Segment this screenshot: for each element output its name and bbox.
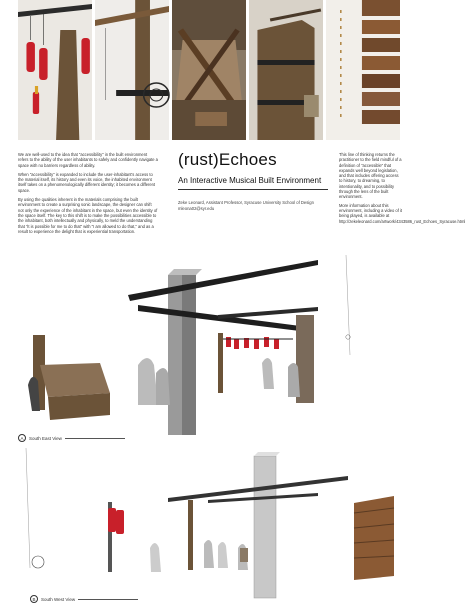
photo-strip xyxy=(18,0,400,140)
closing-paragraph: This line of thinking returns the practitioner to the field mindful of a definition of "accessible" that expands well beyond legislation, and that includes offering access to history, to dreaming, to intentionality, and to possibility through the lens of the built environment. xyxy=(339,152,402,200)
author-info xyxy=(178,200,328,211)
view-caption-a: South East View xyxy=(29,435,62,441)
closing-paragraph: More information about this environment, including a video of it being played, is available at http://zekeleonard.com/artwork/4343586_rust_Echoes_Syracuse.html xyxy=(339,202,465,224)
page-title: (rust)Echoes xyxy=(178,150,277,169)
view-label-rule xyxy=(65,438,125,439)
photo-wood-box xyxy=(249,0,323,140)
view-letter-a: A xyxy=(18,434,26,442)
view-label-rule xyxy=(78,599,138,600)
drawing-south-west xyxy=(18,448,400,608)
photo-extinguishers xyxy=(18,0,92,140)
closing-text xyxy=(339,152,465,227)
view-label-a xyxy=(18,434,125,442)
author-name: Zeke Leonard, Assistant Professor, Syracuse University School of Design xyxy=(178,200,314,205)
view-caption-b: South West View xyxy=(41,596,76,602)
photo-column-chain xyxy=(95,0,169,140)
intro-paragraph: By using the qualities inherent in the materials comprising the built environment to create a surprising sonic landscape, the designer can shift not only the experience of the inhabitant in the space, but even the identity of the space itself. The key to this shift is to make the possibilities accessible to the inhabitant, both intellectually and physically, to meld the understanding that "it is possible for me to do that" with "I am allowed to do that," and as a result to experience the delight that is experiential transportation. xyxy=(18,197,158,234)
title-block xyxy=(178,150,328,211)
page-subtitle: An Interactive Musical Built Environment xyxy=(178,176,328,190)
intro-paragraph: We are well-used to the idea that "accessibility" in the built environment refers to the ability of the user inhabitants to safely and confidently navigate a space with no barriers regardless of ability. xyxy=(18,152,158,168)
drawing-south-east xyxy=(18,255,400,450)
photo-wood-slats xyxy=(326,0,400,140)
view-letter-b: B xyxy=(30,595,38,603)
view-label-b xyxy=(30,595,138,603)
intro-paragraph: When "accessibility" is expanded to include the user-inhabitant's access to the material itself, its history and even its voice, the inhabited environment itself takes on a phenomenologically different identity; it becomes a different space. xyxy=(18,171,156,193)
author-email: mleona02@syr.edu xyxy=(178,205,215,211)
photo-piano-frame xyxy=(172,0,246,140)
intro-text xyxy=(18,152,158,238)
